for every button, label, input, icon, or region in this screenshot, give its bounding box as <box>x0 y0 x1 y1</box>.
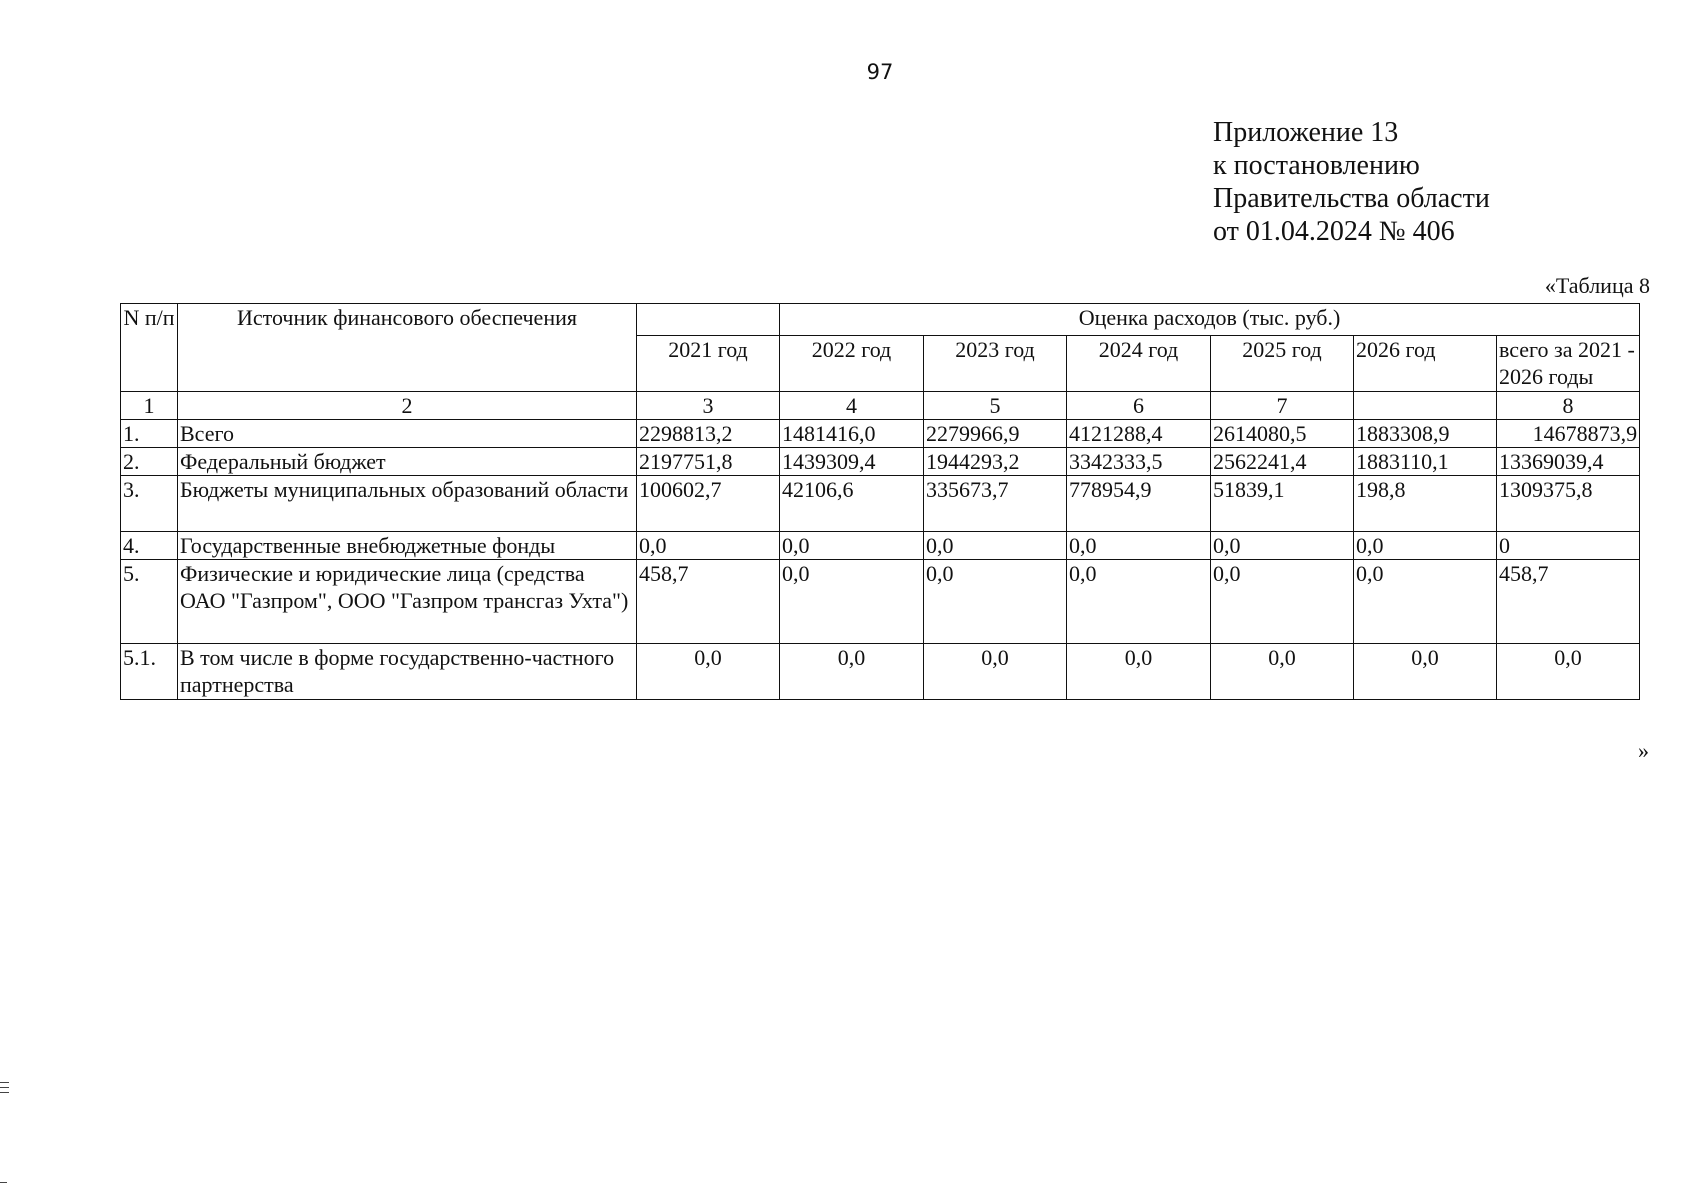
row-value: 0,0 <box>1067 644 1211 700</box>
header-source: Источник финансового обеспечения <box>178 304 637 392</box>
financing-table <box>120 303 1640 700</box>
column-number: 7 <box>1211 392 1354 420</box>
header-year: 2026 год <box>1354 336 1497 392</box>
row-name: Бюджеты муниципальных образований области <box>178 476 637 532</box>
row-value: 1481416,0 <box>780 420 924 448</box>
row-value: 2562241,4 <box>1211 448 1354 476</box>
table-row <box>121 560 1640 644</box>
column-number: 8 <box>1497 392 1640 420</box>
table-row <box>121 420 1640 448</box>
row-value: 1439309,4 <box>780 448 924 476</box>
table-row <box>121 448 1640 476</box>
header-num: N п/п <box>121 304 178 392</box>
appendix-block <box>1213 116 1490 248</box>
column-number-row <box>121 392 1640 420</box>
column-number: 1 <box>121 392 178 420</box>
header-row <box>121 304 1640 336</box>
row-value: 0,0 <box>1354 644 1497 700</box>
row-value: 4121288,4 <box>1067 420 1211 448</box>
row-value: 0,0 <box>1354 532 1497 560</box>
row-value: 2614080,5 <box>1211 420 1354 448</box>
row-value: 0,0 <box>637 532 780 560</box>
table-row <box>121 476 1640 532</box>
row-value: 1883110,1 <box>1354 448 1497 476</box>
row-value: 0,0 <box>924 644 1067 700</box>
column-number: 5 <box>924 392 1067 420</box>
row-name: Физические и юридические лица (средства ОАО "Газпром", ООО "Газпром трансгаз Ухта") <box>178 560 637 644</box>
row-name: Государственные внебюджетные фонды <box>178 532 637 560</box>
row-value: 3342333,5 <box>1067 448 1211 476</box>
row-num: 1. <box>121 420 178 448</box>
row-num: 4. <box>121 532 178 560</box>
row-total: 13369039,4 <box>1497 448 1640 476</box>
row-value: 335673,7 <box>924 476 1067 532</box>
column-number: 4 <box>780 392 924 420</box>
row-value: 0,0 <box>780 560 924 644</box>
header-year: 2023 год <box>924 336 1067 392</box>
row-total: 1309375,8 <box>1497 476 1640 532</box>
header-year: 2022 год <box>780 336 924 392</box>
row-num: 5. <box>121 560 178 644</box>
header-year: 2025 год <box>1211 336 1354 392</box>
row-total: 0 <box>1497 532 1640 560</box>
header-year: 2024 год <box>1067 336 1211 392</box>
row-value: 2279966,9 <box>924 420 1067 448</box>
row-value: 100602,7 <box>637 476 780 532</box>
scan-edge-marks <box>0 1082 9 1097</box>
row-value: 1883308,9 <box>1354 420 1497 448</box>
appendix-line: к постановлению <box>1213 150 1420 181</box>
row-value: 0,0 <box>1067 532 1211 560</box>
row-value: 2298813,2 <box>637 420 780 448</box>
row-value: 0,0 <box>780 644 924 700</box>
header-year: 2021 год <box>637 336 780 392</box>
row-value: 0,0 <box>924 532 1067 560</box>
row-value: 0,0 <box>637 644 780 700</box>
column-number: 3 <box>637 392 780 420</box>
page-number: 97 <box>866 60 894 84</box>
header-estimate: Оценка расходов (тыс. руб.) <box>780 304 1640 336</box>
row-name: Всего <box>178 420 637 448</box>
row-total: 458,7 <box>1497 560 1640 644</box>
row-num: 2. <box>121 448 178 476</box>
row-value: 0,0 <box>1354 560 1497 644</box>
row-value: 0,0 <box>1211 532 1354 560</box>
table-row <box>121 532 1640 560</box>
appendix-line: Правительства области <box>1213 183 1490 214</box>
row-value: 42106,6 <box>780 476 924 532</box>
scan-edge-dash <box>0 1182 7 1183</box>
row-total: 14678873,9 <box>1497 420 1640 448</box>
table-label: «Таблица 8 <box>1544 273 1650 298</box>
column-number <box>1354 392 1497 420</box>
column-number: 2 <box>178 392 637 420</box>
row-value: 51839,1 <box>1211 476 1354 532</box>
row-value: 1944293,2 <box>924 448 1067 476</box>
row-value: 2197751,8 <box>637 448 780 476</box>
row-value: 458,7 <box>637 560 780 644</box>
row-value: 0,0 <box>1067 560 1211 644</box>
row-value: 198,8 <box>1354 476 1497 532</box>
appendix-line: Приложение 13 <box>1213 117 1399 148</box>
row-total: 0,0 <box>1497 644 1640 700</box>
appendix-line: от 01.04.2024 № 406 <box>1213 216 1455 247</box>
column-number: 6 <box>1067 392 1211 420</box>
header-total: всего за 2021 - 2026 годы <box>1497 336 1640 392</box>
row-value: 778954,9 <box>1067 476 1211 532</box>
row-num: 5.1. <box>121 644 178 700</box>
table-row <box>121 644 1640 700</box>
row-name: В том числе в форме государственно-частного партнерства <box>178 644 637 700</box>
row-value: 0,0 <box>1211 644 1354 700</box>
row-name: Федеральный бюджет <box>178 448 637 476</box>
closing-quote: » <box>1638 738 1649 763</box>
row-value: 0,0 <box>780 532 924 560</box>
header-empty-cell <box>637 304 780 336</box>
row-value: 0,0 <box>924 560 1067 644</box>
row-value: 0,0 <box>1211 560 1354 644</box>
row-num: 3. <box>121 476 178 532</box>
